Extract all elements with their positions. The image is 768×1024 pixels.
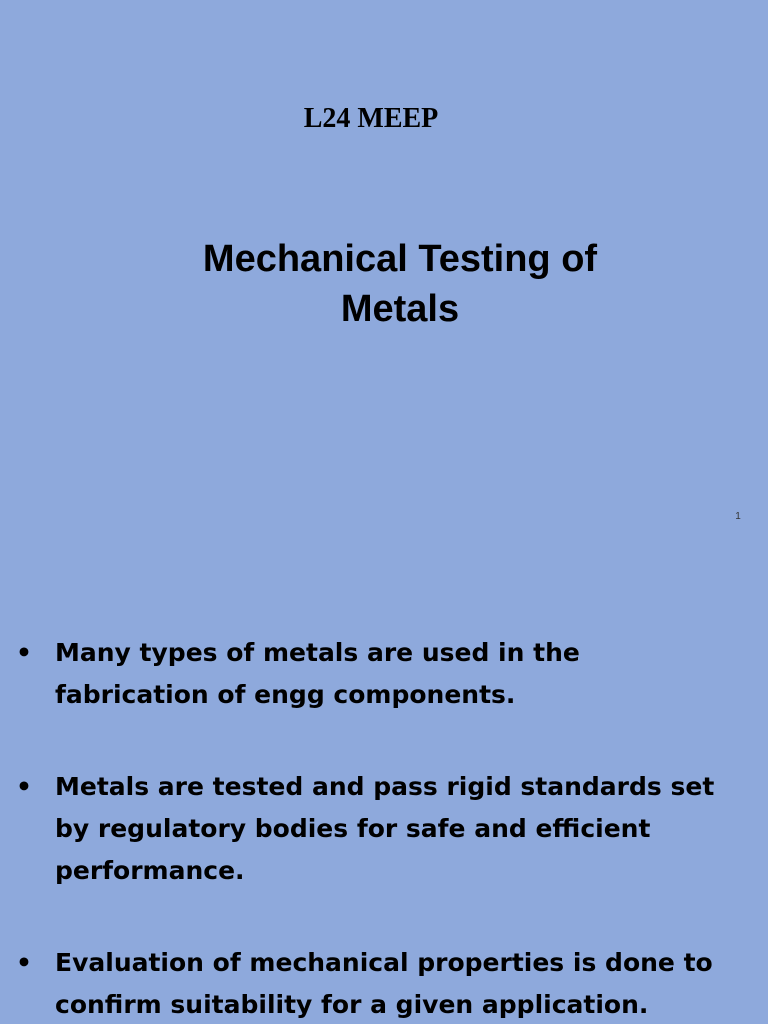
slide-title xyxy=(170,234,630,334)
slide-title-line-2: Metals xyxy=(340,288,460,330)
bullet-text-line: Many types of metals are used in the xyxy=(55,638,580,667)
bullet-icon: • xyxy=(16,772,32,801)
content-slide xyxy=(0,576,768,1024)
page-number: 1 xyxy=(735,511,741,522)
bullet-text-line: by regulatory bodies for safe and efficient xyxy=(55,814,651,843)
bullet-text-line: Evaluation of mechanical properties is done to xyxy=(55,948,713,977)
bullet-item xyxy=(0,766,715,892)
bullet-text-line: fabrication of engg components. xyxy=(55,680,516,709)
bullet-text-line: Metals are tested and pass rigid standards set xyxy=(55,772,715,801)
bullet-text-line: confirm suitability for a given application. xyxy=(55,990,649,1019)
bullet-text-line: performance. xyxy=(55,856,245,885)
bullet-icon: • xyxy=(16,638,32,667)
bullet-list xyxy=(0,632,745,1024)
bullet-item xyxy=(0,942,745,1024)
bullet-icon: • xyxy=(16,948,32,977)
slide-title-line-1: Mechanical Testing of xyxy=(202,238,598,280)
course-code: L24 MEEP xyxy=(303,103,439,134)
bullet-item xyxy=(0,632,615,716)
